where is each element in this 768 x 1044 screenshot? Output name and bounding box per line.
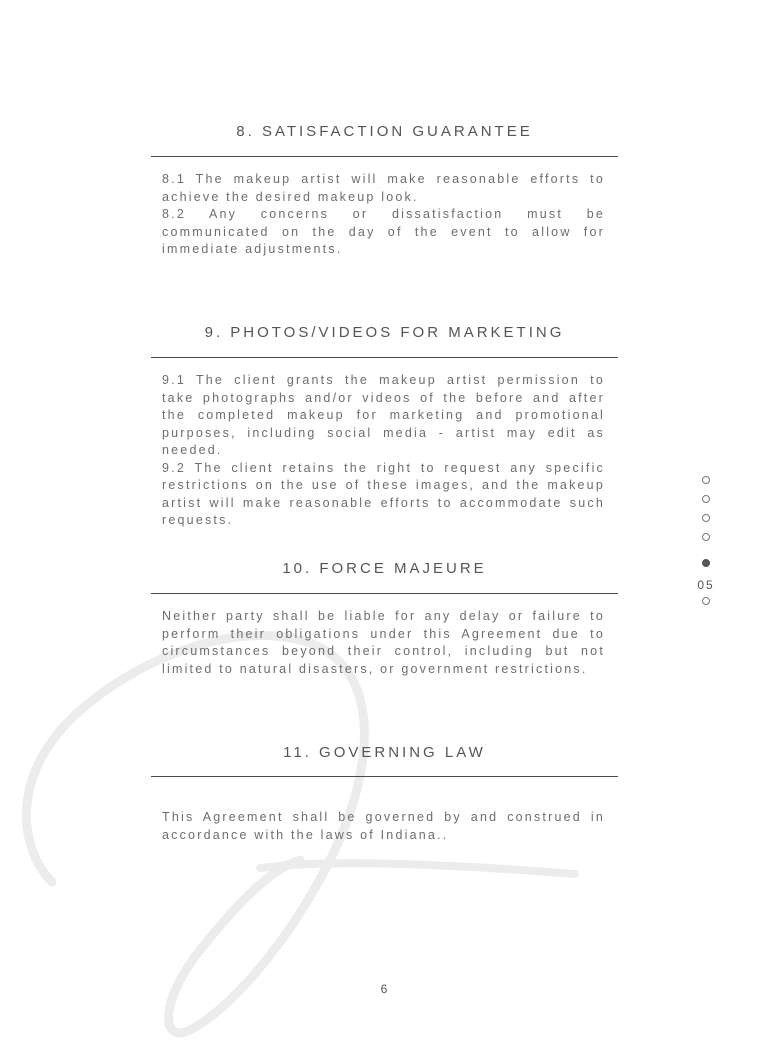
section-11-title: 11. GOVERNING LAW [283,744,486,761]
section-8-divider [151,156,618,157]
clause-8-1: 8.1 The makeup artist will make reasonable efforts to achieve the desired makeup look. [162,172,605,204]
section-9-body [162,372,605,530]
nav-current-label: 05 [697,578,715,592]
section-10-body [162,608,605,678]
section-9-divider [151,357,618,358]
clause-9-2: 9.2 The client retains the right to request any specific restrictions on the use of these images, and the makeup artist will make reasonable efforts to accommodate such requests. [162,460,605,527]
clause-10: Neither party shall be liable for any delay or failure to perform their obligations under this Agreement due to circumstances beyond their control, including but not limited to natural disasters, or government restrictions. [162,609,605,676]
section-8-body [162,171,605,259]
section-8-title: 8. SATISFACTION GUARANTEE [236,123,533,140]
nav-dot-3[interactable] [702,514,710,522]
section-11-body [162,809,605,844]
page-number: 6 [380,982,388,996]
clause-8-2: 8.2 Any concerns or dissatisfaction must be communicated on the day of the event to allow for immediate adjustments. [162,207,605,256]
clause-9-1: 9.1 The client grants the makeup artist permission to take photographs and/or videos of the before and after the completed makeup for marketing and promotional purposes, including social media - artist may edit as needed. [162,373,605,457]
nav-dot-6[interactable] [702,597,710,605]
nav-dot-2[interactable] [702,495,710,503]
section-9-title: 9. PHOTOS/VIDEOS FOR MARKETING [204,324,565,341]
section-10-divider [151,593,618,594]
section-11-divider [151,776,618,777]
section-10-title: 10. FORCE MAJEURE [282,560,487,577]
nav-dot-4[interactable] [702,533,710,541]
clause-11: This Agreement shall be governed by and construed in accordance with the laws of Indiana.. [162,810,605,842]
nav-dot-5-active[interactable] [702,559,710,567]
nav-dot-1[interactable] [702,476,710,484]
